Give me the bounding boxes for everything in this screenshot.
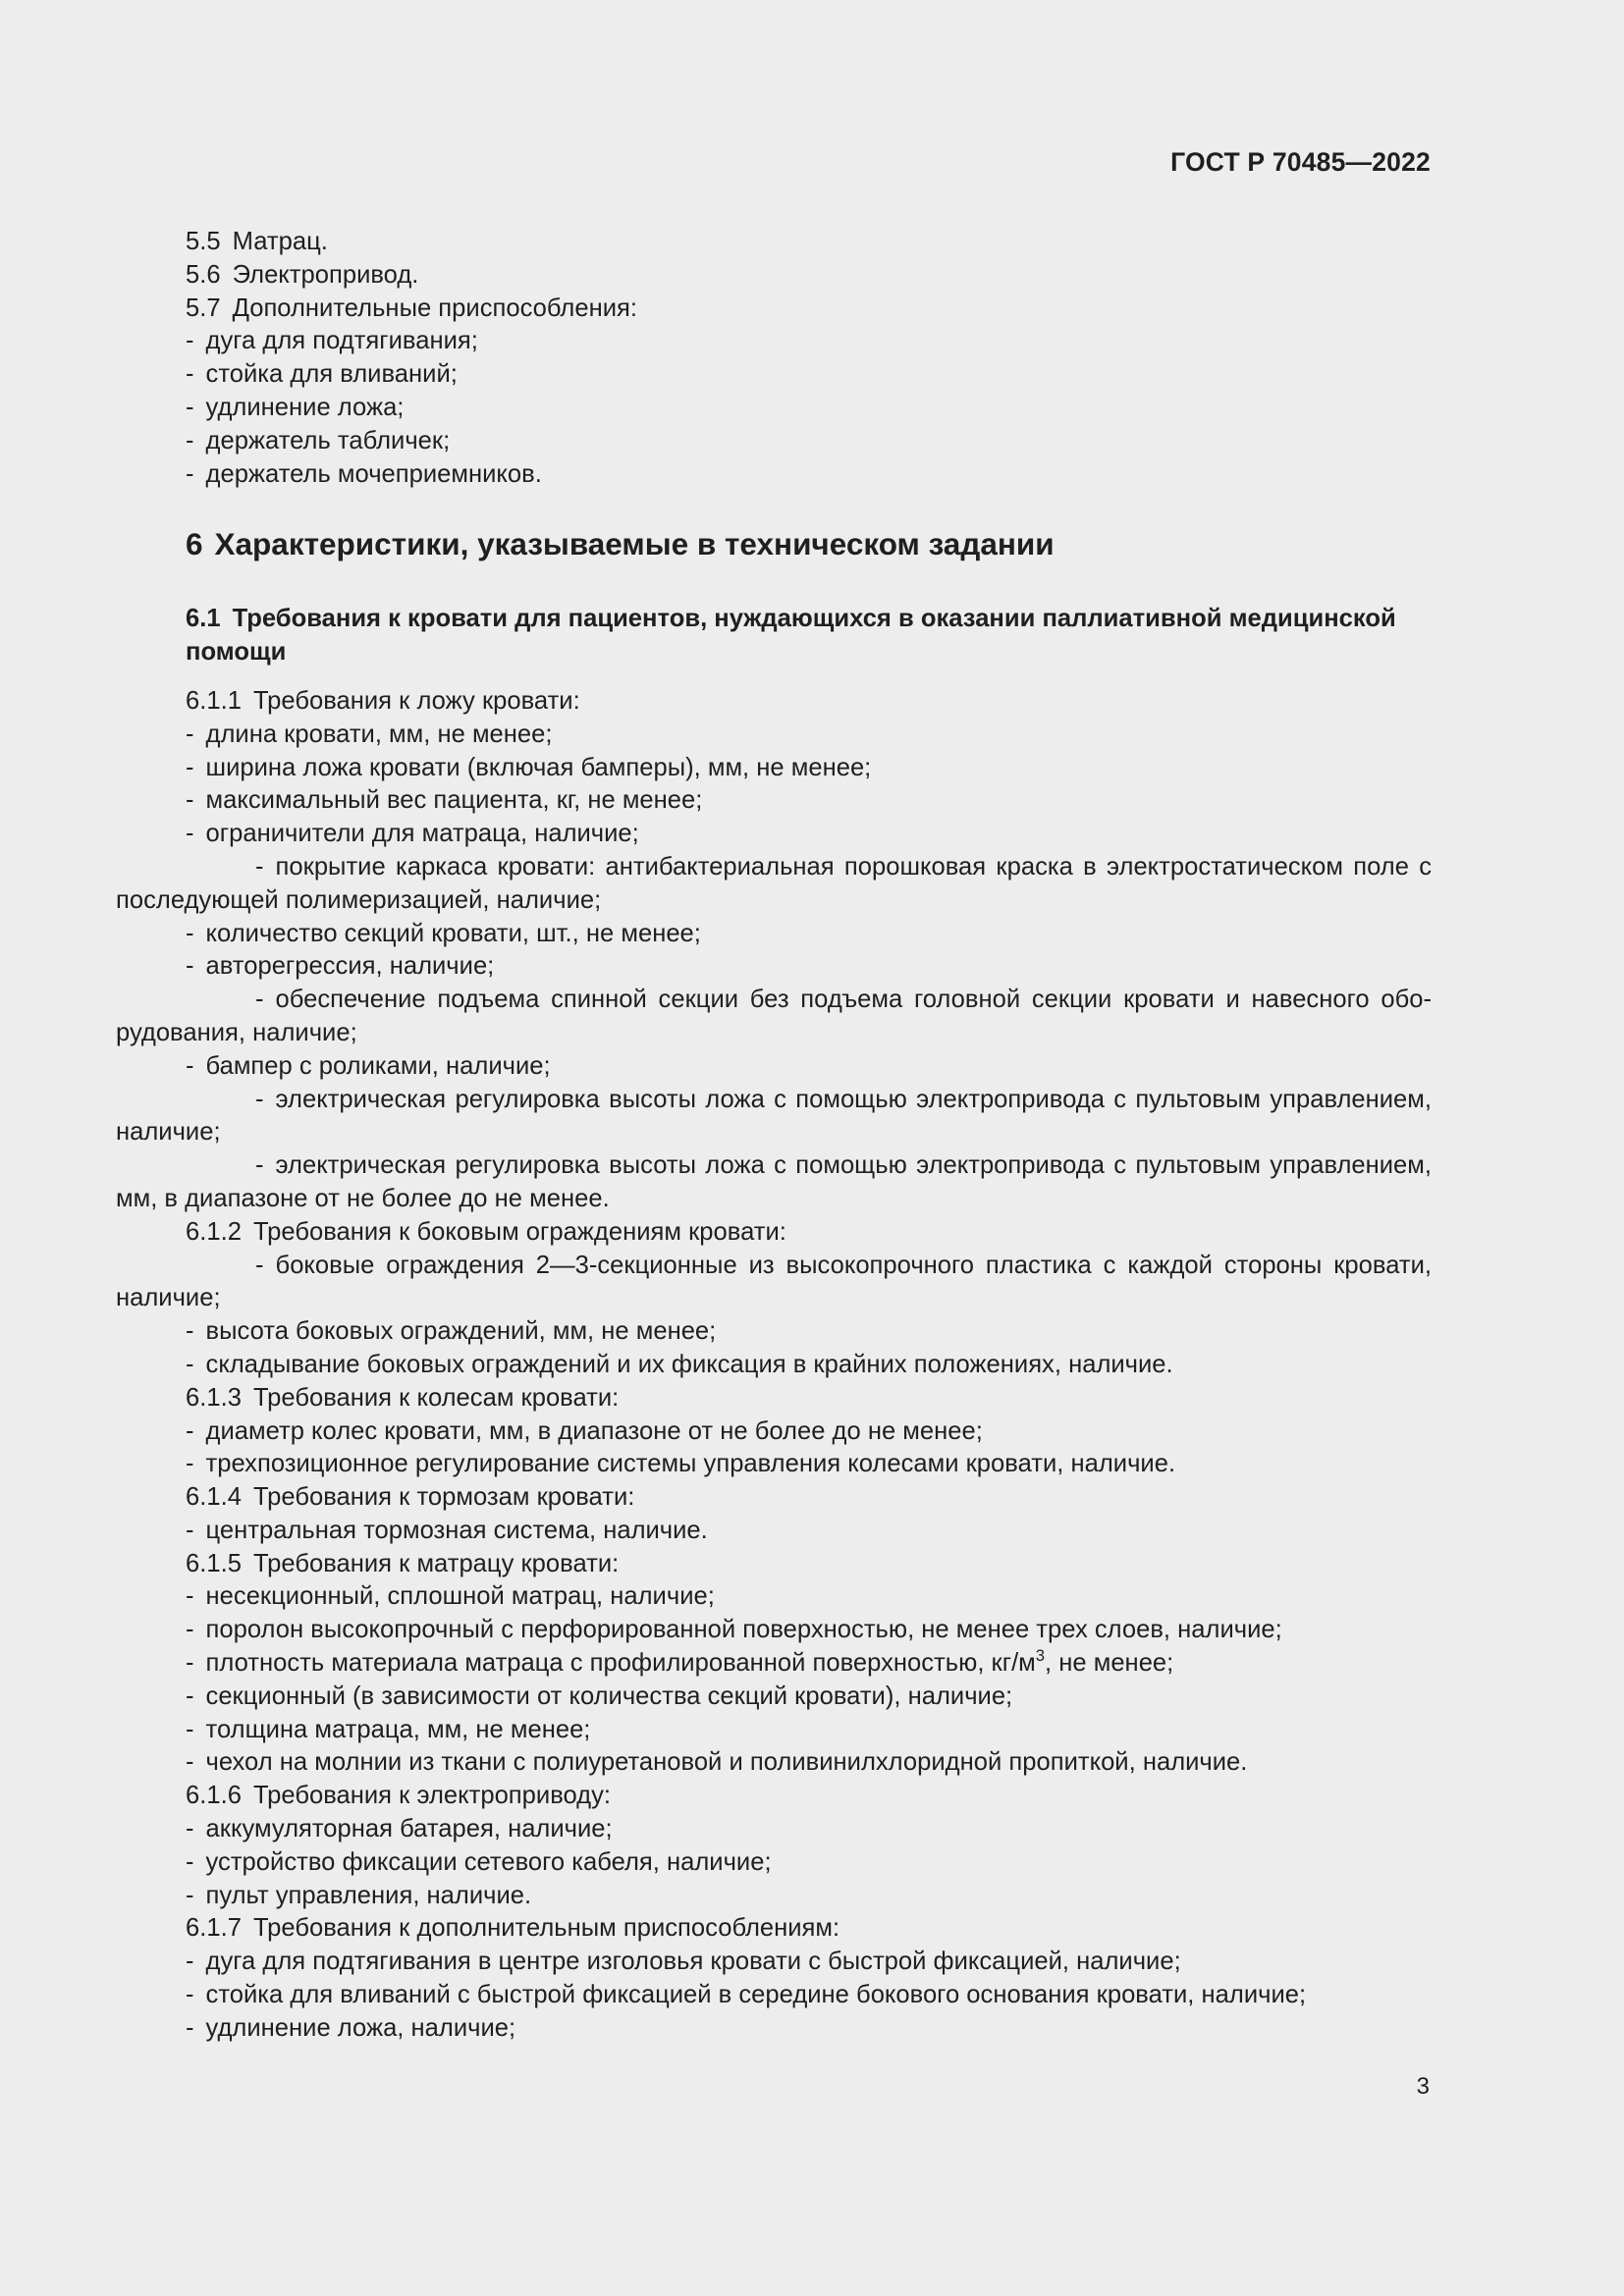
- list-item: - количество секций кровати, шт., не менее;: [186, 919, 701, 947]
- list-item: - центральная тормозная система, наличие.: [186, 1516, 708, 1544]
- list-item: - обеспечение подъема спинной секции без подъема головной секции кровати и навесного оборудования, наличие;: [116, 986, 1432, 1046]
- list-item: - стойка для вливаний с быстрой фиксацией в середине бокового основания кровати, наличие;: [186, 1981, 1307, 2009]
- list-item: - складывание боковых ограждений и их фиксация в крайних положениях, наличие.: [186, 1350, 1173, 1378]
- clause-5-6: 5.6 Электропривод.: [186, 260, 419, 289]
- section-6-heading: 6 Характеристики, указываемые в техническом задании: [186, 526, 1055, 562]
- list-item: - электрическая регулировка высоты ложа с помощью электропривода с пультовым управлением, наличие;: [116, 1085, 1432, 1147]
- list-item: - удлинение ложа;: [186, 393, 405, 421]
- list-item: - держатель табличек;: [186, 426, 451, 454]
- list-item: - дуга для подтягивания в центре изголовья кровати с быстрой фиксацией, наличие;: [186, 1948, 1181, 1976]
- list-item: - трехпозиционное регулирование системы управления колесами кровати, наличие.: [186, 1450, 1176, 1478]
- clause-6-1-7: 6.1.7 Требования к дополнительным приспособлениям:: [186, 1914, 840, 1943]
- list-item: - несекционный, сплошной матрац, наличие;: [186, 1582, 715, 1611]
- list-item: - секционный (в зависимости от количества секций кровати), наличие;: [186, 1682, 1013, 1710]
- clause-5-5: 5.5 Матрац.: [186, 228, 328, 255]
- list-item: - плотность материала матраца с профилированной поверхностью, $кг/м^3$, не менее;: [186, 1646, 1174, 1678]
- clause-6-1-6: 6.1.6 Требования к электроприводу:: [186, 1782, 612, 1810]
- clause-6-1-1: 6.1.1 Требования к ложу кровати:: [186, 686, 580, 715]
- list-item: - покрытие каркаса кровати: антибактериальная порошковая краска в электростатическом поле с последующей полимеризацией, наличие;: [116, 852, 1432, 914]
- list-item: - боковые ограждения 2—3-секционные из высокопрочного пластика с каждой стороны кровати, наличие;: [116, 1251, 1432, 1312]
- list-item: - удлинение ложа, наличие;: [186, 2013, 516, 2042]
- list-item: - поролон высокопрочный с перфорированной поверхностью, не менее трех слоев, наличие;: [186, 1616, 1282, 1644]
- list-item: - аккумуляторная батарея, наличие;: [186, 1815, 613, 1843]
- list-item: - высота боковых ограждений, мм, не менее;: [186, 1317, 717, 1346]
- list-item: - дуга для подтягивания;: [186, 327, 478, 355]
- list-item: - ширина ложа кровати (включая бамперы), мм, не менее;: [186, 753, 872, 781]
- list-item: - бампер с роликами, наличие;: [186, 1051, 551, 1080]
- subsection-6-1-heading: 6.1 Требования к кровати для пациентов, нуждающихся в оказании паллиативной медицинской помощи: [186, 605, 1396, 667]
- clause-6-1-4: 6.1.4 Требования к тормозам кровати:: [186, 1483, 635, 1512]
- clause-5-7: 5.7 Дополнительные приспособления:: [186, 294, 637, 322]
- superscript: 3: [1035, 1646, 1046, 1666]
- list-item: - стойка для вливаний;: [186, 360, 458, 389]
- list-item: - толщина матраца, мм, не менее;: [186, 1715, 591, 1743]
- document-code-header: ГОСТ Р 70485—2022: [1170, 147, 1431, 177]
- list-item: - диаметр колес кровати, мм, в диапазоне от не более до не менее;: [186, 1416, 983, 1445]
- list-item: - чехол на молнии из ткани с полиуретановой и поливинилхлоридной пропиткой, наличие.: [186, 1748, 1248, 1777]
- list-item: - держатель мочеприемников.: [186, 459, 542, 488]
- clause-6-1-5: 6.1.5 Требования к матрацу кровати:: [186, 1549, 620, 1577]
- list-item: - длина кровати, мм, не менее;: [186, 720, 553, 748]
- list-item: - максимальный вес пациента, кг, не менее;: [186, 786, 703, 815]
- clause-6-1-3: 6.1.3 Требования к колесам кровати:: [186, 1383, 620, 1412]
- list-item: - электрическая регулировка высоты ложа с помощью электропривода с пультовым управлением, мм, в диапазоне от не более до не менее.: [116, 1151, 1432, 1212]
- list-item: - авторегрессия, наличие;: [186, 952, 495, 981]
- clause-6-1-2: 6.1.2 Требования к боковым ограждениям кровати:: [186, 1217, 786, 1246]
- document-body: [116, 226, 1432, 2046]
- list-item: - пульт управления, наличие.: [186, 1881, 532, 1909]
- list-item: - ограничители для матраца, наличие;: [186, 820, 639, 848]
- list-item: - устройство фиксации сетевого кабеля, наличие;: [186, 1847, 772, 1876]
- page-number: 3: [1416, 2073, 1430, 2100]
